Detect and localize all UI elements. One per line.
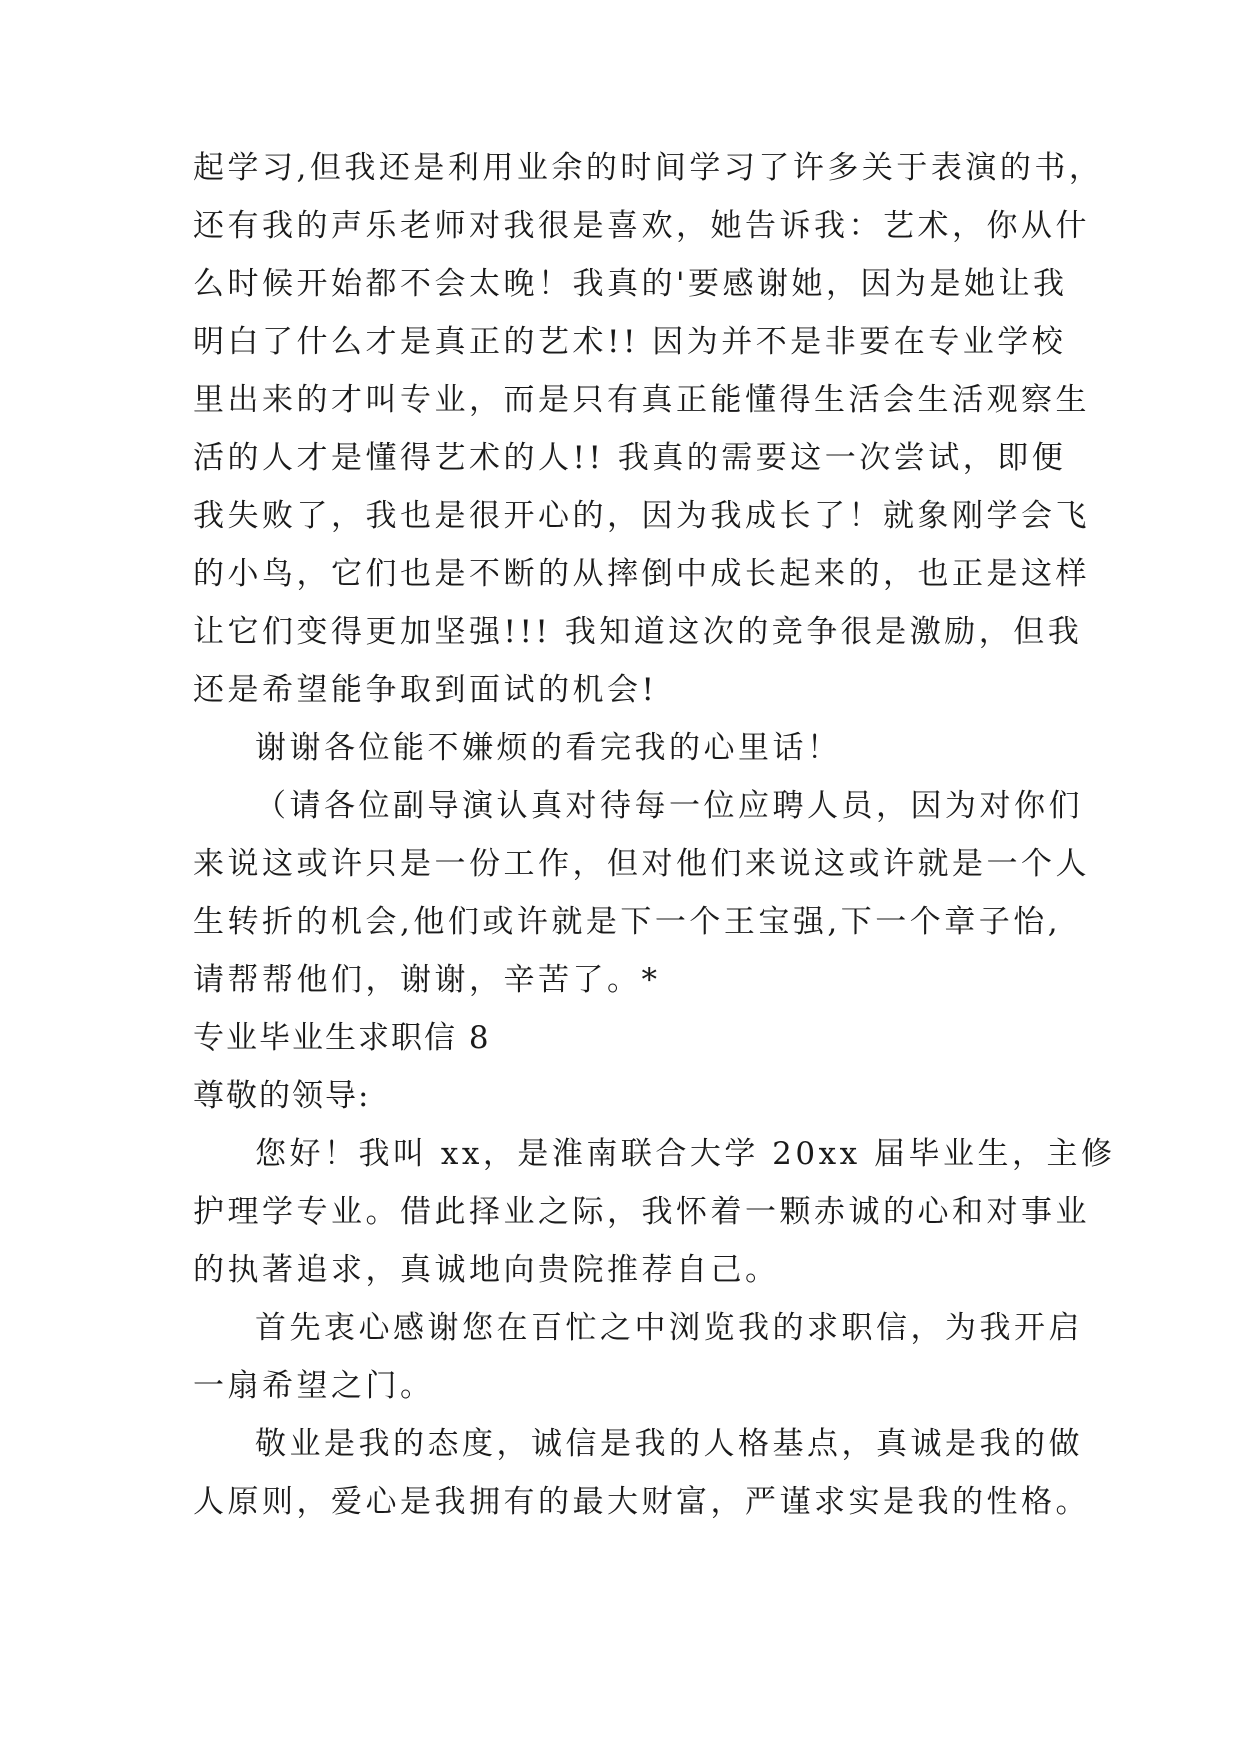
body-text-line: 请帮帮他们，谢谢，辛苦了。* — [193, 962, 661, 998]
body-text-line: 明白了什么才是真正的艺术!! 因为并不是非要在专业学校 — [193, 324, 1067, 360]
body-text-line: 起学习,但我还是利用业余的时间学习了许多关于表演的书， — [193, 150, 1104, 186]
body-text-line: 人原则，爱心是我拥有的最大财富，严谨求实是我的性格。 — [193, 1484, 1090, 1520]
body-text-line: 谢谢各位能不嫌烦的看完我的心里话！ — [255, 730, 842, 766]
body-text-line: 让它们变得更加坚强!!! 我知道这次的竞争很是激励，但我 — [193, 614, 1083, 650]
body-text-line: 的小鸟，它们也是不断的从摔倒中成长起来的，也正是这样 — [193, 556, 1090, 592]
body-text-line: 里出来的才叫专业，而是只有真正能懂得生活会生活观察生 — [193, 382, 1090, 418]
body-text-line: 一扇希望之门。 — [193, 1368, 435, 1404]
body-text-line: 活的人才是懂得艺术的人!! 我真的需要这一次尝试，即便 — [193, 440, 1067, 476]
body-text-line: 我失败了，我也是很开心的，因为我成长了！就象刚学会飞 — [193, 498, 1090, 534]
body-text-line: 来说这或许只是一份工作，但对他们来说这或许就是一个人 — [193, 846, 1090, 882]
body-text-line: 么时候开始都不会太晚！我真的'要感谢她，因为是她让我 — [193, 266, 1068, 302]
section-heading: 专业毕业生求职信 8 — [193, 1020, 491, 1056]
body-text-line: 生转折的机会,他们或许就是下一个王宝强,下一个章子怡, — [193, 904, 1062, 940]
body-text-line: 还有我的声乐老师对我很是喜欢，她告诉我：艺术，你从什 — [193, 208, 1090, 244]
salutation: 尊敬的领导: — [193, 1078, 371, 1114]
body-text-line: 首先衷心感谢您在百忙之中浏览我的求职信，为我开启 — [255, 1310, 1083, 1346]
body-text-line: 护理学专业。借此择业之际，我怀着一颗赤诚的心和对事业 — [193, 1194, 1090, 1230]
body-text-line: 您好！我叫 xx，是淮南联合大学 20xx 届毕业生，主修 — [255, 1136, 1116, 1172]
body-text-line: 还是希望能争取到面试的机会! — [193, 672, 658, 708]
body-text-line: 的执著追求，真诚地向贵院推荐自己。 — [193, 1252, 780, 1288]
body-text-line: 敬业是我的态度，诚信是我的人格基点，真诚是我的做 — [255, 1426, 1083, 1462]
body-text-line: （请各位副导演认真对待每一位应聘人员，因为对你们 — [255, 788, 1083, 824]
